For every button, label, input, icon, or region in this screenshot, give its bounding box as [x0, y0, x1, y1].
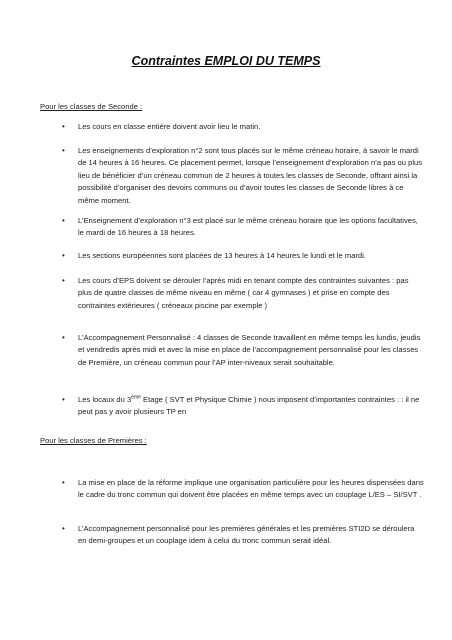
- bullet-icon: •: [62, 524, 65, 533]
- list-item: • La mise en place de la réforme implique une organisation particulière pour les heures dispensées dans le cadre du tronc commun qui doivent être placées en même temps avec un couplage L/ES – SI/SVT .: [62, 478, 424, 500]
- bullet-icon: •: [62, 216, 65, 225]
- bullet-icon: •: [62, 478, 65, 487]
- bullet-icon: •: [62, 395, 65, 404]
- list-item: • L’Accompagnement personnalisé pour les premières générales et les premières STI2D se déroulera en demi-groupes et un couplage idem à celui du tronc commun serait idéal.: [62, 524, 415, 546]
- section-heading-premieres: Pour les classes de Premières :: [40, 436, 147, 445]
- section-heading-seconde: Pour les classes de Seconde :: [40, 102, 143, 111]
- document-title: Contraintes EMPLOI DU TEMPS: [131, 54, 321, 68]
- bullet-icon: •: [62, 146, 65, 155]
- list-item: • Les cours en classe entière doivent avoir lieu le matin.: [62, 122, 261, 131]
- bullet-icon: •: [62, 333, 65, 342]
- list-item: • Les sections européennes sont placées de 13 heures à 14 heures le lundi et le mardi.: [62, 251, 366, 260]
- list-item: • L’Enseignement d’exploration n°3 est placé sur le même créneau horaire que les options facultatives, le mardi de 16 heures à 18 heures.: [62, 216, 418, 238]
- list-item: • L’Accompagnement Personnalisé : 4 classes de Seconde travaillent en même temps les lundis, jeudis et vendredis après midi et avec la mise en place de l’accompagnement personnalisé pour les classes de Première, un créneau commun pour l’AP inter-niveaux serait souhaitable.: [62, 333, 421, 367]
- bullet-icon: •: [62, 276, 65, 285]
- list-item: • Les enseignements d’exploration n°2 sont tous placés sur le même créneau horaire, à savoir le mardi de 14 heures à 16 heures. Ce placement permet, lorsque l’enseignement d’exploration n’a pas ou plus lieu de bénéficier d’un créneau commun de 2 heures à toutes les classes de Seconde, offrant ainsi la possibilité d’organiser des devoirs communs ou d’avoir toutes les classes de Seconde libres à ce même moment.: [62, 146, 423, 205]
- list-item: • Les locaux du 3ème Etage ( SVT et Physique Chimie ) nous imposent d’importantes contraintes : : il ne peut pas y avoir plusieurs TP en: [62, 394, 420, 417]
- bullet-icon: •: [62, 251, 65, 260]
- bullet-icon: •: [62, 122, 65, 131]
- list-item: • Les cours d’EPS doivent se dérouler l’après midi en tenant compte des contraintes suivantes : pas plus de quatre classes de même niveau en même ( car 4 gymnases ) et prise en compte des contraintes extérieures ( créneaux piscine par exemple ): [62, 276, 409, 310]
